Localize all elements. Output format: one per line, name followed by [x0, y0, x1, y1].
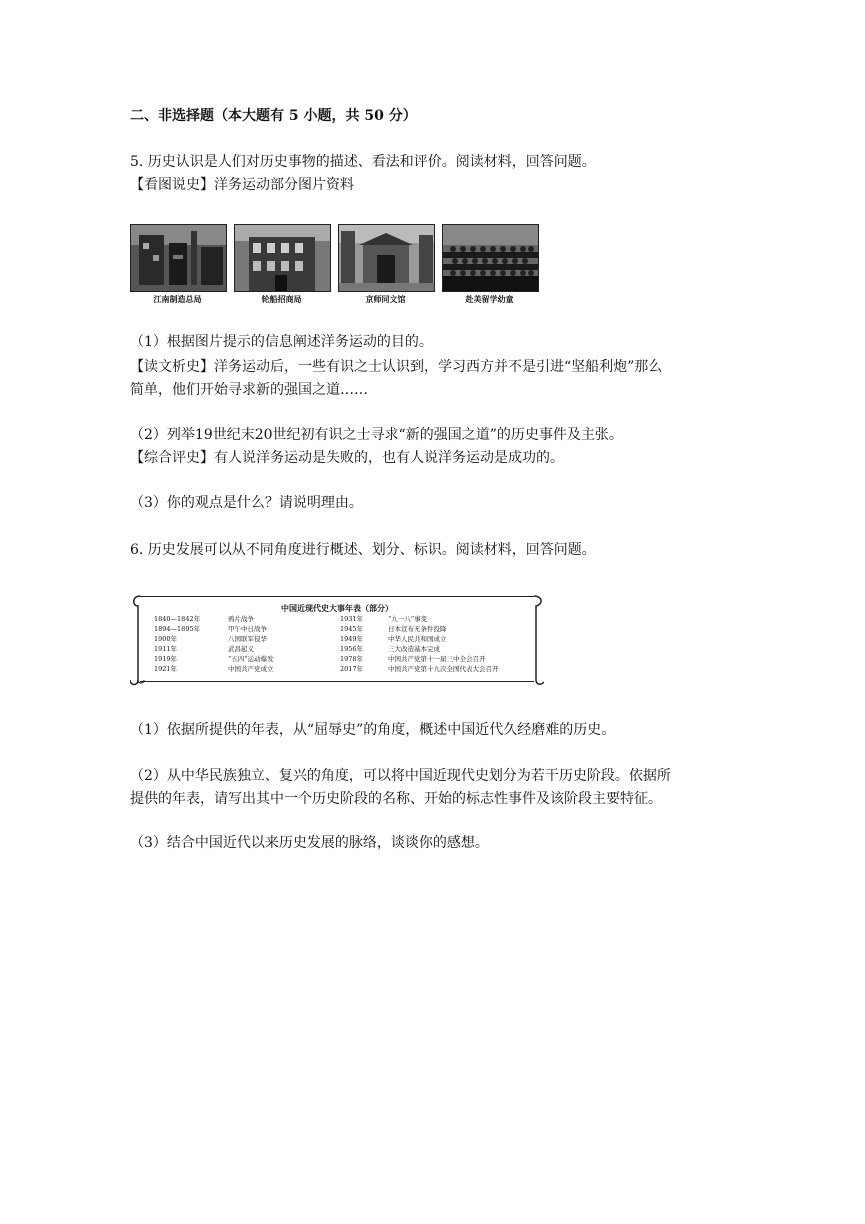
- timeline-year: 1919年: [154, 655, 178, 663]
- photo-caption: 赴美留学幼童: [465, 295, 514, 304]
- timeline-event: “五四”运动爆发: [228, 655, 274, 663]
- section-heading: 二、非选择题（本大题有 5 小题，共 50 分）: [130, 108, 417, 124]
- question-5-sub-2: （2）列举19世纪末20世纪初有识之士寻求“新的强国之道”的历史事件及主张。: [130, 427, 623, 443]
- question-6-sub-2-line-2: 提供的年表，请写出其中一个历史阶段的名称、开始的标志性事件及该阶段主要特征。: [130, 791, 662, 807]
- timeline-event: 中国共产党第十九次全国代表大会召开: [388, 665, 499, 673]
- timeline-year: 1921年: [154, 665, 178, 673]
- timeline-event: 武昌起义: [228, 645, 254, 653]
- timeline-year: 1911年: [154, 645, 178, 653]
- timeline-year: 2017年: [340, 665, 364, 673]
- building-photo: [234, 224, 331, 292]
- timeline-event: 中国共产党第十一届三中全会召开: [388, 655, 486, 663]
- factory-photo: [130, 224, 227, 292]
- gate-photo: [338, 224, 435, 292]
- timeline-year: 1945年: [340, 625, 364, 633]
- question-5-sub-3: （3）你的观点是什么？请说明理由。: [130, 495, 363, 511]
- material-2-line-2: 简单，他们开始寻求新的强国之道……: [130, 382, 368, 398]
- timeline-event: “九一八”事变: [388, 615, 428, 623]
- photo-caption: 江南制造总局: [153, 295, 202, 304]
- photo-caption: 轮船招商局: [261, 295, 302, 304]
- timeline-table: [140, 596, 534, 682]
- timeline-event: 三大改造基本完成: [388, 645, 440, 653]
- timeline-year: 1949年: [340, 635, 364, 643]
- timeline-event: 鸦片战争: [228, 615, 254, 623]
- question-6-sub-1: （1）依据所提供的年表，从“屈辱史”的角度，概述中国近代久经磨难的历史。: [130, 722, 616, 738]
- timeline-year: 1900年: [154, 635, 178, 643]
- timeline-year: 1956年: [340, 645, 364, 653]
- photo-caption: 京师同文馆: [365, 295, 406, 304]
- group-photo: [442, 224, 539, 292]
- question-5-stem: 5. 历史认识是人们对历史事物的描述、看法和评价。阅读材料，回答问题。: [130, 154, 596, 170]
- material-3: 【综合评史】有人说洋务运动是失败的，也有人说洋务运动是成功的。: [130, 450, 564, 466]
- question-6-stem: 6. 历史发展可以从不同角度进行概述、划分、标识。阅读材料，回答问题。: [130, 542, 596, 558]
- question-5-sub-1: （1）根据图片提示的信息阐述洋务运动的目的。: [130, 334, 433, 350]
- timeline-event: 中国共产党成立: [228, 665, 274, 673]
- timeline-event: 八国联军侵华: [228, 635, 267, 643]
- timeline-year: 1894—1895年: [154, 625, 201, 633]
- question-6-sub-2-line-1: （2）从中华民族独立、复兴的角度，可以将中国近现代史划分为若干历史阶段。依据所: [130, 768, 671, 784]
- timeline-scroll: [130, 592, 544, 686]
- timeline-event: 甲午中日战争: [228, 625, 267, 633]
- photo-strip: [130, 224, 550, 308]
- timeline-year: 1978年: [340, 655, 364, 663]
- question-6-sub-3: （3）结合中国近代以来历史发展的脉络，谈谈你的感想。: [130, 835, 489, 851]
- timeline-year: 1840—1842年: [154, 615, 201, 623]
- material-2-line-1: 【读文析史】洋务运动后，一些有识之士认识到，学习西方并不是引进“坚船利炮”那么: [130, 359, 663, 375]
- timeline-event: 日本宣布无条件投降: [388, 625, 447, 633]
- timeline-year: 1931年: [340, 615, 364, 623]
- timeline-title: 中国近现代史大事年表（部分）: [281, 604, 393, 613]
- material-1-label: 【看图说史】洋务运动部分图片资料: [130, 177, 354, 193]
- timeline-event: 中华人民共和国成立: [388, 635, 447, 643]
